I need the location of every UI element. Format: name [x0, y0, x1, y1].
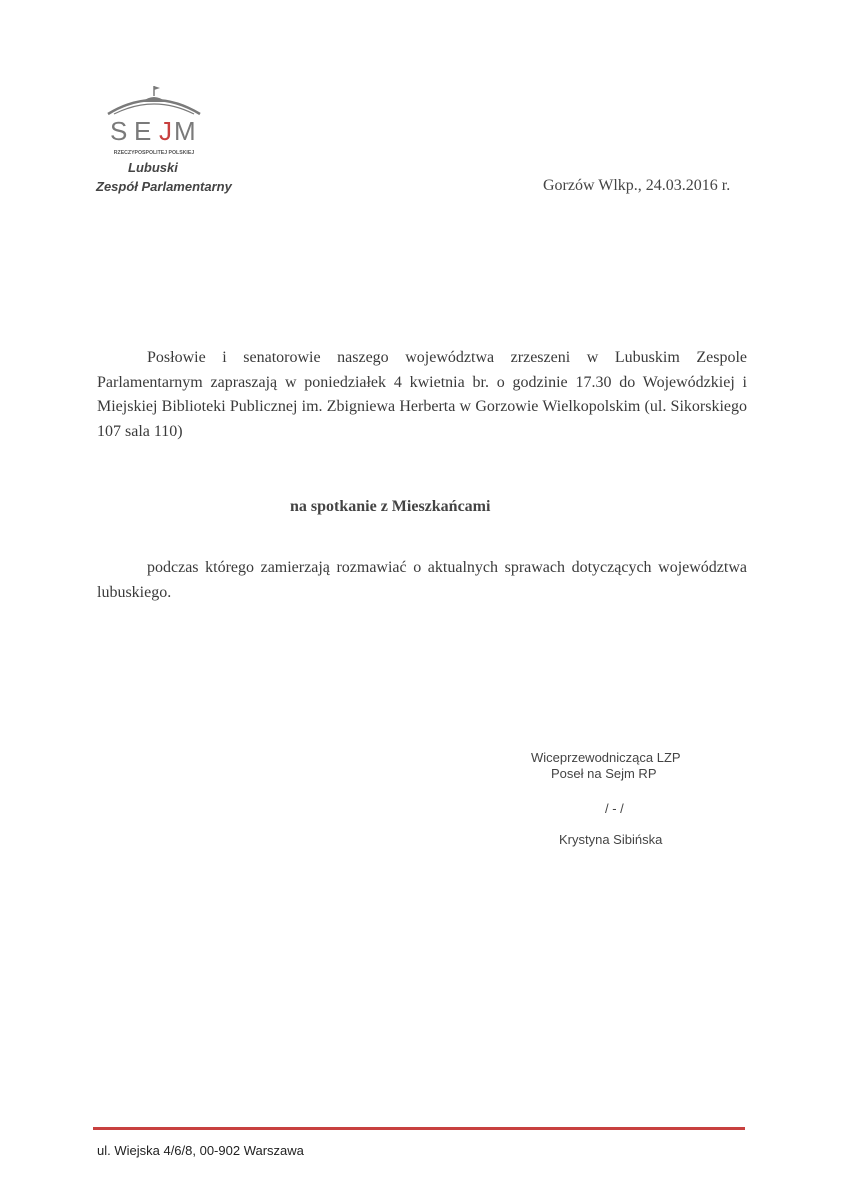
footer-address: ul. Wiejska 4/6/8, 00-902 Warszawa — [97, 1143, 304, 1158]
org-name-line1: Lubuski — [128, 160, 178, 175]
sejm-emblem-icon — [104, 82, 204, 160]
svg-text:S: S — [110, 116, 129, 146]
signature-role: Wiceprzewodnicząca LZP — [531, 750, 681, 765]
signature-name: Krystyna Sibińska — [559, 832, 663, 847]
topic-paragraph — [97, 556, 747, 605]
letter-date: Gorzów Wlkp., 24.03.2016 r. — [543, 177, 731, 194]
svg-text:E: E — [134, 116, 152, 146]
svg-text:RZECZYPOSPOLITEJ POLSKIEJ: RZECZYPOSPOLITEJ POLSKIEJ — [113, 150, 195, 156]
invitation-text: Posłowie i senatorowie naszego województwa zrzeszeni w Lubuskim Zespole Parlamentarnym zapraszają w poniedziałek 4 kwietnia br. o godzinie 17.30 do Wojewódzkiej i Miejskiej Biblioteki Publicznej im. Zbigniewa Herberta w Gorzowie Wielkopolskim (ul. Sikorskiego 107 sala 110) — [97, 349, 747, 440]
org-name-line2: Zespół Parlamentarny — [96, 179, 232, 194]
meeting-title: na spotkanie z Mieszkańcami — [290, 498, 491, 515]
footer-divider — [93, 1127, 745, 1130]
topic-text: podczas którego zamierzają rozmawiać o aktualnych sprawach dotyczących województwa lubuskiego. — [97, 559, 747, 601]
svg-text:J: J — [159, 116, 172, 146]
invitation-paragraph — [97, 346, 747, 444]
sejm-logo — [104, 82, 204, 160]
signature-mark: / - / — [605, 801, 624, 816]
signature-title: Poseł na Sejm RP — [551, 766, 657, 781]
svg-text:M: M — [174, 116, 196, 146]
